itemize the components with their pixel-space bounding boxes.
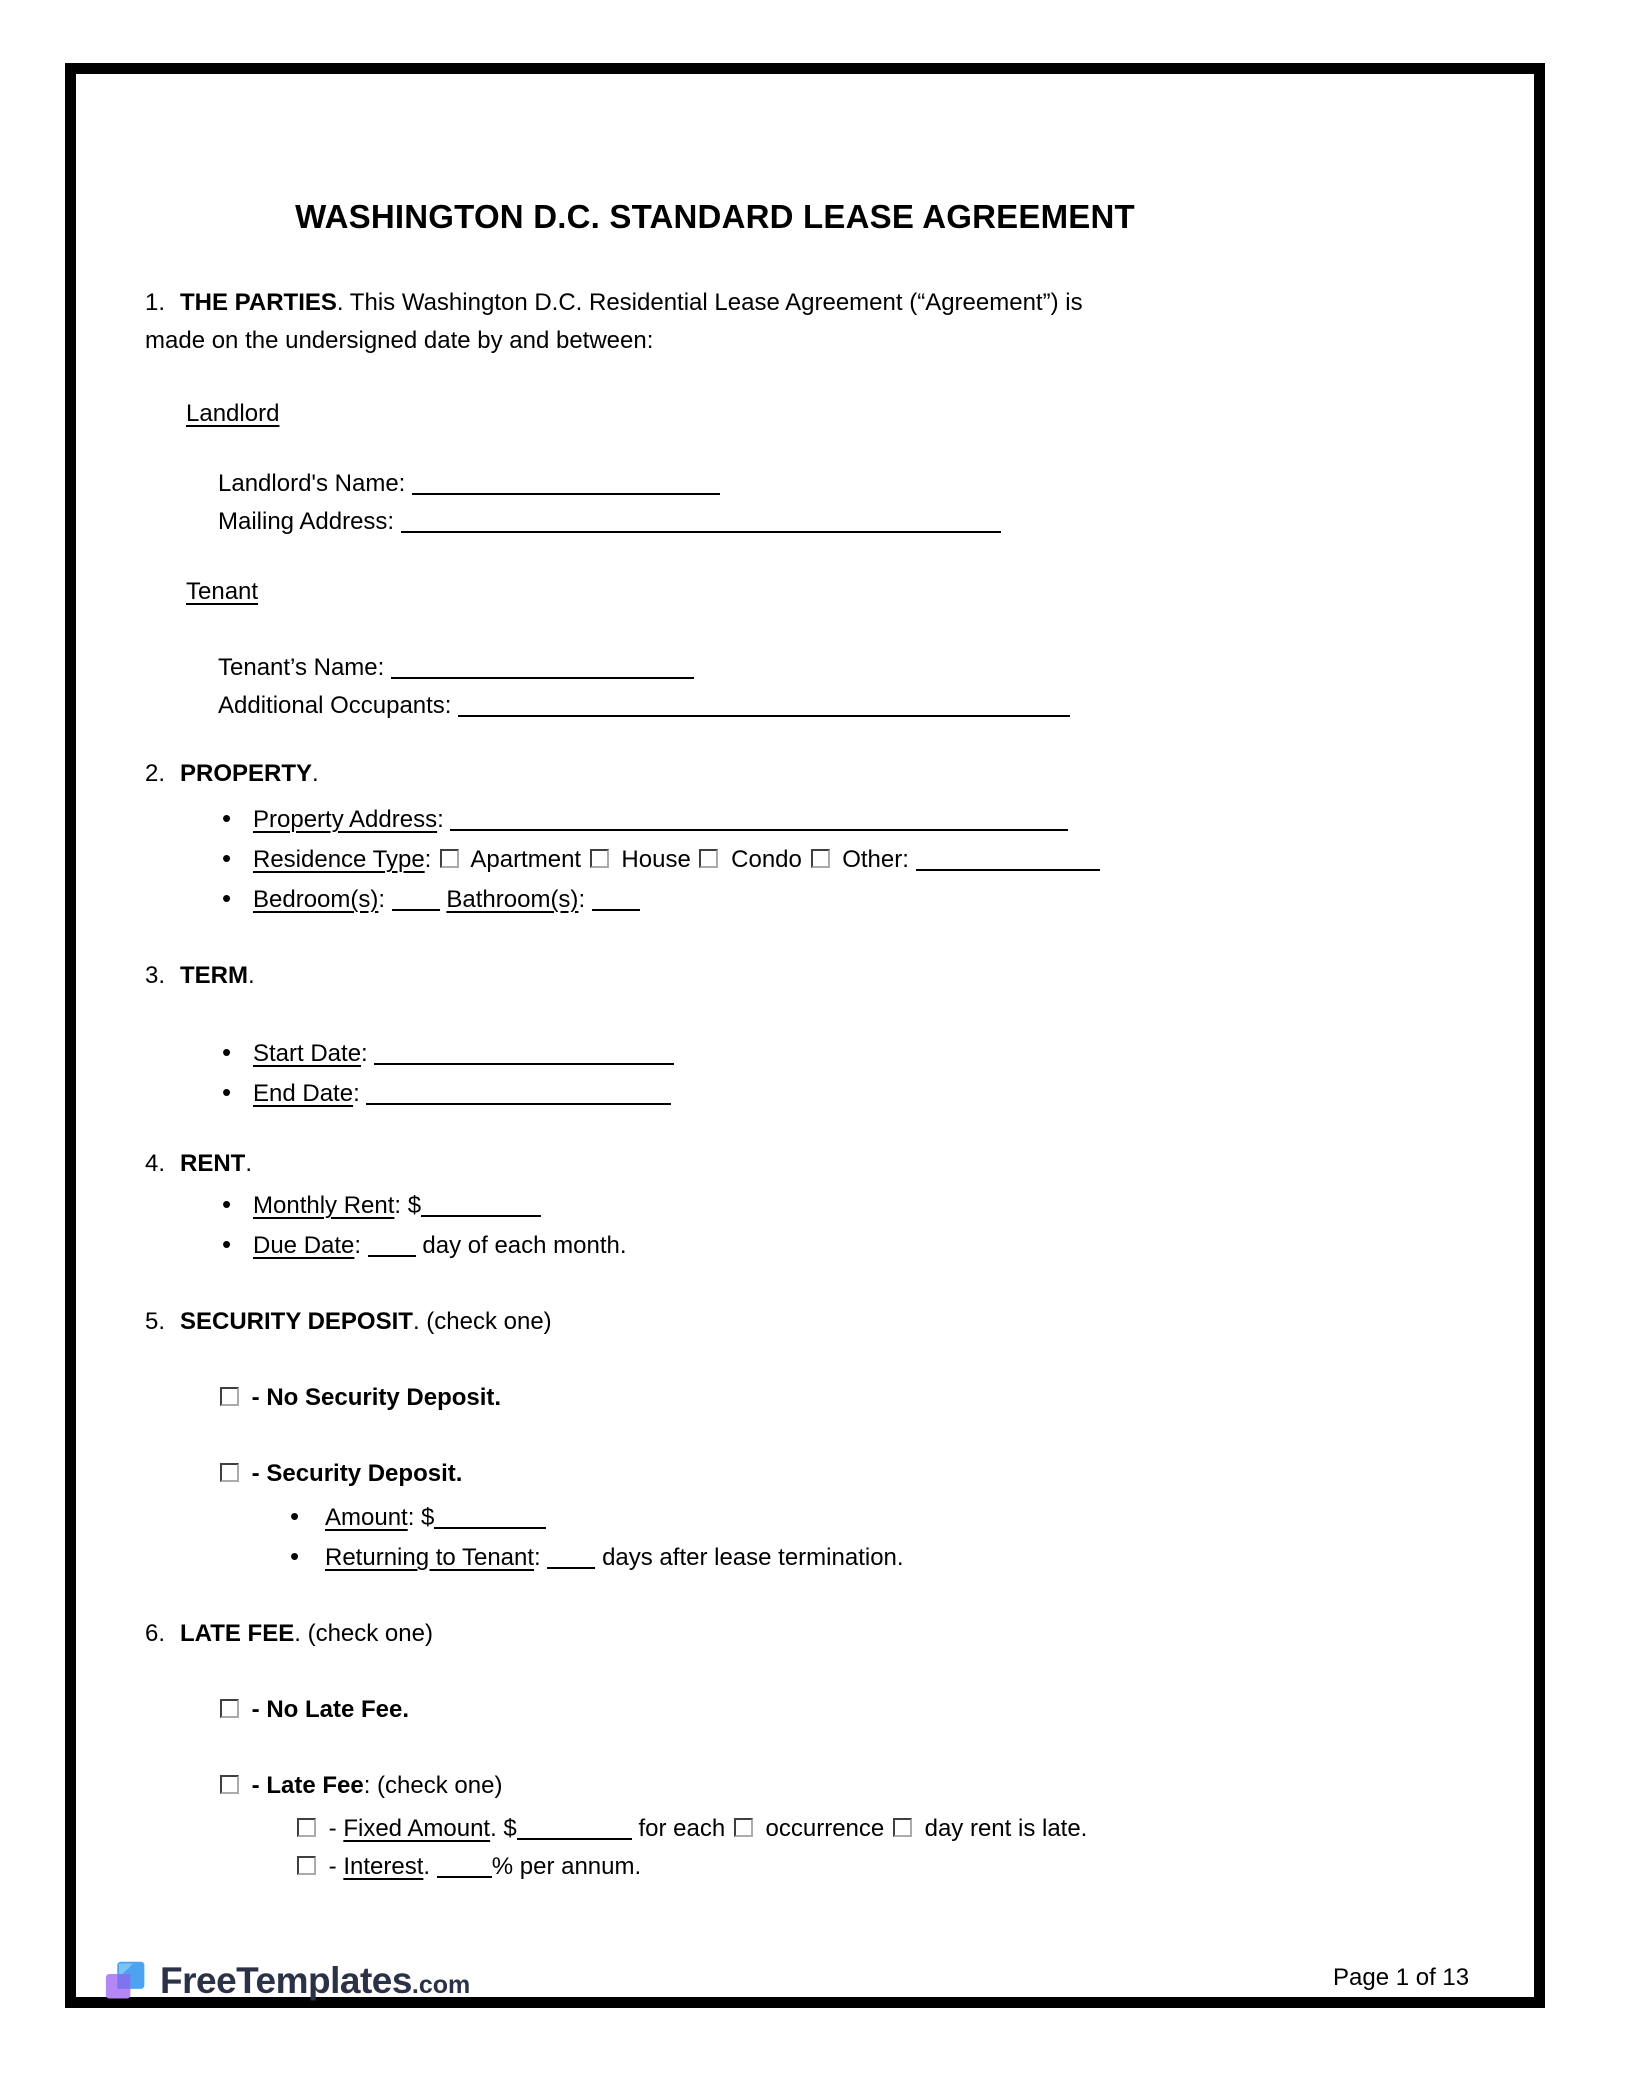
tenant-name-blank (391, 677, 694, 679)
returning-blank (547, 1567, 595, 1569)
bedrooms-label: Bedroom(s) (253, 886, 379, 913)
day-rent-late-label: day rent is late. (924, 1815, 1088, 1842)
checkbox-other (811, 849, 830, 868)
landlord-name-label: Landlord's Name: (218, 470, 406, 497)
fixed-amount-prefix: . $ (490, 1815, 517, 1842)
brand-suffix: .com (411, 1971, 471, 1999)
fixed-amount-dash: - (328, 1815, 337, 1842)
section-4-number: 4. (145, 1150, 166, 1177)
mailing-address-blank (401, 531, 1001, 533)
occurrence-label: occurrence (765, 1815, 885, 1842)
additional-occupants-row (218, 687, 1285, 725)
other-label: Other: (842, 846, 909, 873)
end-date-label: End Date (253, 1080, 354, 1107)
checkbox-apartment (440, 849, 459, 868)
additional-occupants-blank (458, 715, 1070, 717)
late-fee-suffix: : (check one) (363, 1772, 503, 1799)
security-deposit-label: Security Deposit (266, 1460, 456, 1487)
tenant-subheading: Tenant (186, 578, 259, 605)
landlord-name-row (218, 465, 1285, 503)
checkbox-occurrence (734, 1818, 753, 1837)
residence-type-colon: : (424, 846, 432, 873)
bedrooms-row (222, 879, 1285, 919)
security-deposit-dash: - (251, 1460, 260, 1487)
late-fee-label: Late Fee (266, 1772, 364, 1799)
due-date-blank (368, 1255, 416, 1257)
due-date-colon: : (354, 1232, 362, 1259)
other-blank (916, 869, 1100, 871)
fixed-amount-mid: for each (638, 1815, 726, 1842)
no-late-fee-label: No Late Fee (266, 1696, 403, 1723)
end-date-colon: : (353, 1080, 360, 1107)
residence-type-row (222, 839, 1285, 879)
security-deposit-row (218, 1455, 1285, 1493)
section-6-number: 6. (145, 1620, 166, 1647)
checkbox-condo (699, 849, 718, 868)
start-date-colon: : (361, 1040, 368, 1067)
section-4-heading: RENT (180, 1150, 246, 1177)
section-2-heading-suffix: . (312, 760, 319, 787)
no-security-deposit-label: No Security Deposit (266, 1384, 495, 1411)
checkbox-interest (297, 1856, 316, 1875)
no-late-fee-period: . (402, 1696, 410, 1723)
section-1-heading: THE PARTIES (180, 289, 337, 316)
interest-label: Interest (343, 1853, 424, 1880)
end-date-blank (366, 1103, 671, 1105)
brand-logo (104, 1960, 470, 2002)
property-address-blank (450, 829, 1068, 831)
tenant-name-row (218, 649, 1285, 687)
interest-dash: - (328, 1853, 337, 1880)
security-deposit-period: . (455, 1460, 463, 1487)
fixed-amount-row (295, 1810, 1285, 1848)
amount-label: Amount (325, 1504, 408, 1531)
end-date-row (222, 1073, 1285, 1113)
document-title: WASHINGTON D.C. STANDARD LEASE AGREEMENT (295, 198, 1135, 235)
bathrooms-label: Bathroom(s) (446, 886, 579, 913)
section-1-number: 1. (145, 289, 166, 316)
section-6-heading: LATE FEE (180, 1620, 295, 1647)
section-5-heading-suffix: . (check one) (412, 1308, 552, 1335)
section-3-heading-suffix: . (248, 962, 255, 989)
property-address-label: Property Address (253, 806, 438, 833)
interest-period: . (423, 1853, 431, 1880)
checkbox-house (590, 849, 609, 868)
parties-intro (145, 284, 1095, 360)
no-late-fee-row (218, 1691, 1285, 1729)
section-3-number: 3. (145, 962, 166, 989)
start-date-row (222, 1033, 1285, 1073)
bathrooms-blank (592, 909, 640, 911)
residence-type-label: Residence Type (253, 846, 425, 873)
monthly-rent-label: Monthly Rent (253, 1192, 395, 1219)
section-2-heading: PROPERTY (180, 760, 313, 787)
checkbox-security-deposit (220, 1463, 239, 1482)
section-2-number: 2. (145, 760, 166, 787)
bathrooms-colon: : (578, 886, 586, 913)
section-6-heading-suffix: . (check one) (294, 1620, 433, 1647)
due-date-suffix: day of each month. (422, 1232, 627, 1259)
section-5-heading-row (145, 1303, 1285, 1341)
house-label: House (621, 846, 691, 873)
fixed-amount-label: Fixed Amount (343, 1815, 491, 1842)
landlord-subheading: Landlord (186, 400, 280, 427)
section-5-number: 5. (145, 1308, 166, 1335)
additional-occupants-label: Additional Occupants: (218, 692, 452, 719)
no-security-deposit-period: . (494, 1384, 502, 1411)
landlord-name-blank (412, 493, 720, 495)
late-fee-dash: - (251, 1772, 260, 1799)
property-address-colon: : (437, 806, 444, 833)
parties-intro-text: . This Washington D.C. Residential Lease Agreement (“Agreement”) is made on the undersigned date by and between: (145, 289, 1083, 354)
mailing-address-row (218, 503, 1285, 541)
document-content (145, 190, 1285, 1886)
page-number: Page 1 of 13 (1333, 1964, 1470, 1991)
monthly-rent-blank (421, 1215, 541, 1217)
condo-label: Condo (731, 846, 802, 873)
checkbox-day-rent-late (893, 1818, 912, 1837)
checkbox-fixed-amount (297, 1818, 316, 1837)
start-date-label: Start Date (253, 1040, 362, 1067)
no-late-fee-dash: - (251, 1696, 260, 1723)
start-date-blank (374, 1063, 674, 1065)
fixed-amount-blank (517, 1838, 632, 1840)
bedrooms-blank (392, 909, 440, 911)
checkbox-late-fee (220, 1775, 239, 1794)
section-3-heading: TERM (180, 962, 248, 989)
monthly-rent-prefix: : $ (394, 1192, 422, 1219)
due-date-label: Due Date (253, 1232, 355, 1259)
section-4-heading-row (145, 1145, 1285, 1183)
amount-prefix: : $ (407, 1504, 435, 1531)
returning-suffix: days after lease termination. (602, 1544, 904, 1571)
interest-blank (437, 1876, 492, 1878)
property-address-row (222, 799, 1285, 839)
landlord-subheading-row (186, 395, 1285, 433)
due-date-row (222, 1225, 1285, 1265)
mailing-address-label: Mailing Address: (218, 508, 395, 535)
returning-colon: : (534, 1544, 541, 1571)
returning-row (290, 1537, 1285, 1577)
checkbox-no-security-deposit (220, 1387, 239, 1406)
free-templates-logo-icon (104, 1960, 148, 2002)
section-6-heading-row (145, 1615, 1285, 1653)
bedrooms-colon: : (378, 886, 386, 913)
apartment-label: Apartment (470, 846, 582, 873)
no-security-deposit-dash: - (251, 1384, 260, 1411)
section-3-heading-row (145, 957, 1285, 995)
amount-blank (434, 1527, 546, 1529)
interest-row (295, 1848, 1285, 1886)
monthly-rent-row (222, 1185, 1285, 1225)
brand-name: FreeTemplates (160, 1960, 412, 2001)
returning-label: Returning to Tenant (325, 1544, 535, 1571)
section-4-heading-suffix: . (245, 1150, 253, 1177)
amount-row (290, 1497, 1285, 1537)
late-fee-row (218, 1767, 1285, 1805)
section-5-heading: SECURITY DEPOSIT (180, 1308, 413, 1335)
checkbox-no-late-fee (220, 1699, 239, 1718)
tenant-subheading-row (186, 573, 1285, 611)
section-2-heading-row (145, 755, 1285, 793)
no-security-deposit-row (218, 1379, 1285, 1417)
tenant-name-label: Tenant’s Name: (218, 654, 385, 681)
interest-suffix: % per annum. (491, 1853, 642, 1880)
